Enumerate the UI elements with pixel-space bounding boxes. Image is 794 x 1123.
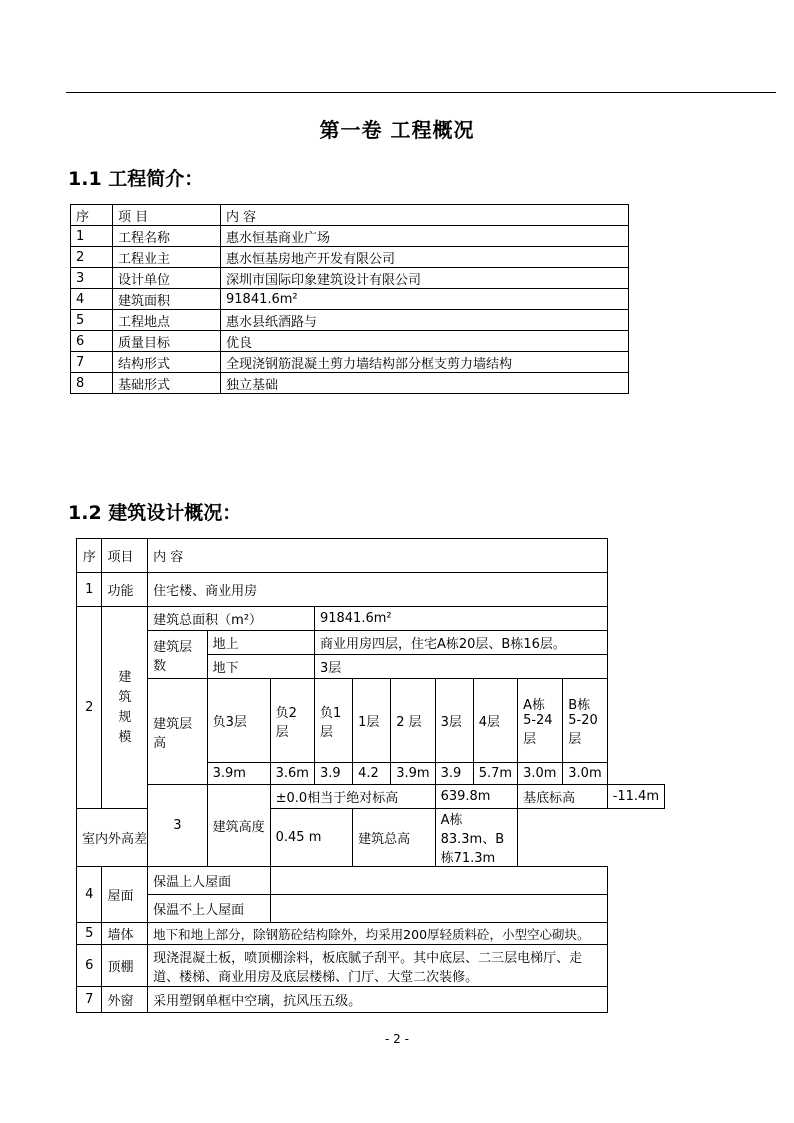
row-item: 顶棚 <box>102 945 148 987</box>
level-cell: 负1层 <box>314 679 352 763</box>
height-cell: 3.9m <box>391 763 435 785</box>
height-cell: 3.0m <box>518 763 563 785</box>
table-row-roof-1 <box>77 867 665 895</box>
table-row-scale <box>77 607 665 631</box>
row-no: 5 <box>77 923 102 945</box>
table-row <box>71 226 629 247</box>
table-row-ceiling <box>77 945 665 987</box>
row-content: 地下和地上部分，除钢筋砼结构除外，均采用200厚轻质料砼，小型空心砌块。 <box>148 923 608 945</box>
relative-elevation-label: ±0.0相当于绝对标高 <box>270 785 435 809</box>
project-intro-table <box>70 204 629 394</box>
scale-char: 规 <box>118 709 132 725</box>
table-header-row <box>71 205 629 226</box>
row-content: 现浇混凝土板，喷顶棚涂料，板底腻子刮平。其中底层、二三层电梯厅、走道、楼梯、商业用房及底层楼梯、门厅、大堂二次装修。 <box>148 945 608 987</box>
row-item: 工程地点 <box>113 310 221 331</box>
row-no: 6 <box>71 331 113 352</box>
total-area-value: 91841.6m² <box>314 607 607 631</box>
height-cell: 3.9 <box>314 763 352 785</box>
level-cell: 4层 <box>473 679 517 763</box>
table-row-levels <box>77 679 665 763</box>
row-content: 惠水县纸酒路与 <box>221 310 629 331</box>
above-value: 商业用房四层，住宅A栋20层、B栋16层。 <box>314 631 607 655</box>
table-row-roof-2 <box>77 895 665 923</box>
architecture-overview-table <box>76 538 665 1013</box>
row-content: 91841.6m² <box>221 289 629 310</box>
table-row <box>71 373 629 394</box>
roof-type-a-detail <box>270 867 607 895</box>
table-row-height-2 <box>77 809 665 867</box>
base-elevation-value: -11.4m <box>607 785 664 809</box>
row-item-scale <box>102 607 148 809</box>
height-label: 建筑层高 <box>148 679 207 785</box>
row-item: 建筑高度 <box>207 785 270 867</box>
row-no: 2 <box>77 607 102 809</box>
row-item: 结构形式 <box>113 352 221 373</box>
level-cell: 2 层 <box>391 679 435 763</box>
header-cell-content: 内 容 <box>221 205 629 226</box>
table-row-floors-above <box>77 631 665 655</box>
table-row-height-1 <box>77 785 665 809</box>
row-no: 7 <box>77 987 102 1013</box>
header-cell-no: 序 <box>77 539 102 573</box>
scale-char: 建 <box>118 669 132 685</box>
row-item: 屋面 <box>102 867 148 923</box>
level-cell: 1层 <box>353 679 391 763</box>
row-no: 6 <box>77 945 102 987</box>
level-cell: 负2层 <box>270 679 314 763</box>
row-item: 质量目标 <box>113 331 221 352</box>
total-area-label: 建筑总面积（m²） <box>148 607 315 631</box>
row-item: 基础形式 <box>113 373 221 394</box>
table-row <box>71 331 629 352</box>
table-row-wall <box>77 923 665 945</box>
height-cell: 3.9m <box>207 763 270 785</box>
total-height-value: A栋83.3m、B栋71.3m <box>435 809 517 867</box>
row-no: 8 <box>71 373 113 394</box>
row-no: 2 <box>71 247 113 268</box>
header-cell-content: 内 容 <box>148 539 608 573</box>
page-number: - 2 - <box>385 1032 409 1046</box>
row-content: 采用塑钢单框中空璃，抗风压五级。 <box>148 987 608 1013</box>
table-row <box>71 268 629 289</box>
height-diff-label: 室内外高差 <box>77 809 271 867</box>
row-item: 设计单位 <box>113 268 221 289</box>
row-no: 1 <box>77 573 102 607</box>
table-row <box>71 289 629 310</box>
relative-elevation-value: 639.8m <box>435 785 517 809</box>
row-content: 全现浇钢筋混凝土剪力墙结构部分框支剪力墙结构 <box>221 352 629 373</box>
row-item: 墙体 <box>102 923 148 945</box>
chapter-title: 第一卷 工程概况 <box>319 118 475 142</box>
section-heading-1: 1.1 工程简介： <box>68 168 204 190</box>
level-cell: 负3层 <box>207 679 270 763</box>
roof-type-b-detail <box>270 895 607 923</box>
below-value: 3层 <box>314 655 607 679</box>
height-diff-value: 0.45 m <box>270 809 352 867</box>
table-row-window <box>77 987 665 1013</box>
scale-char: 筑 <box>118 689 132 705</box>
row-content: 深圳市国际印象建筑设计有限公司 <box>221 268 629 289</box>
header-cell-item: 项目 <box>102 539 148 573</box>
row-no: 3 <box>71 268 113 289</box>
base-elevation-label: 基底标高 <box>518 785 608 809</box>
row-item: 功能 <box>102 573 148 607</box>
row-content: 住宅楼、商业用房 <box>148 573 608 607</box>
row-no: 7 <box>71 352 113 373</box>
row-item: 外窗 <box>102 987 148 1013</box>
row-content: 惠水恒基商业广场 <box>221 226 629 247</box>
row-no: 3 <box>148 785 207 867</box>
table-row <box>71 247 629 268</box>
total-height-label: 建筑总高 <box>353 809 435 867</box>
table-row-function <box>77 573 665 607</box>
level-cell: 3层 <box>435 679 473 763</box>
floors-label: 建筑层数 <box>148 631 207 679</box>
scale-char: 模 <box>118 729 132 745</box>
height-cell: 3.0m <box>563 763 607 785</box>
below-label: 地下 <box>207 655 314 679</box>
level-cell: A栋5-24层 <box>518 679 563 763</box>
height-cell: 3.6m <box>270 763 314 785</box>
level-cell: B栋5-20层 <box>563 679 607 763</box>
table-row <box>71 352 629 373</box>
header-rule <box>66 92 776 93</box>
roof-type-b: 保温不上人屋面 <box>148 895 270 923</box>
row-item: 工程名称 <box>113 226 221 247</box>
row-no: 4 <box>71 289 113 310</box>
table-row <box>71 310 629 331</box>
row-item: 建筑面积 <box>113 289 221 310</box>
row-item: 工程业主 <box>113 247 221 268</box>
height-cell: 5.7m <box>473 763 517 785</box>
above-label: 地上 <box>207 631 314 655</box>
row-no: 4 <box>77 867 102 923</box>
header-cell-no: 序 <box>71 205 113 226</box>
height-cell: 4.2 <box>353 763 391 785</box>
row-content: 优良 <box>221 331 629 352</box>
row-no: 1 <box>71 226 113 247</box>
section-heading-2: 1.2 建筑设计概况： <box>68 502 242 524</box>
height-cell: 3.9 <box>435 763 473 785</box>
roof-type-a: 保温上人屋面 <box>148 867 270 895</box>
table-header-row <box>77 539 665 573</box>
row-no: 5 <box>71 310 113 331</box>
row-content: 独立基础 <box>221 373 629 394</box>
row-content: 惠水恒基房地产开发有限公司 <box>221 247 629 268</box>
header-cell-item: 项 目 <box>113 205 221 226</box>
